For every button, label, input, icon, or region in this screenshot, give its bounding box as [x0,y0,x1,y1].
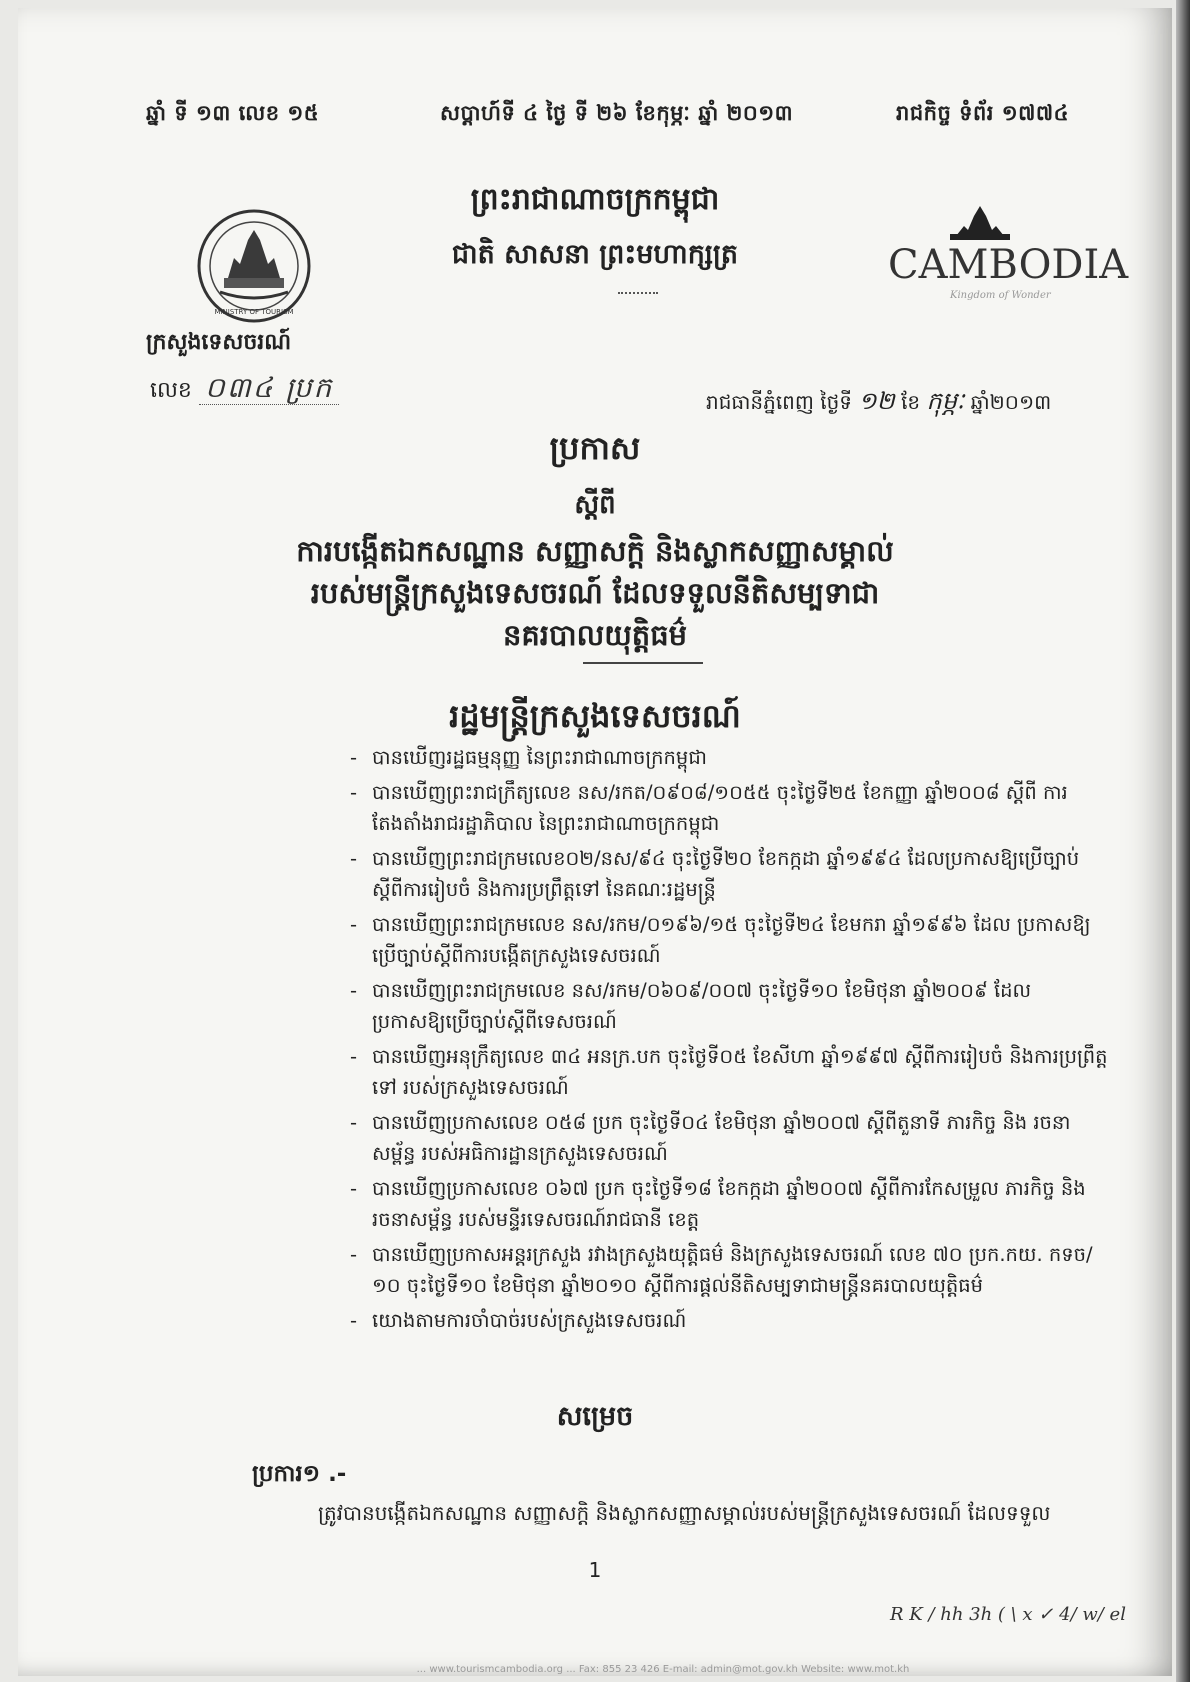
date-line [706,386,1051,421]
reference-item: - បានឃើញព្រះរាជក្រមលេខ នស/រកម/០១៩៦/១៥ ចុះថ្ងៃទី២៤ ខែមករា ឆ្នាំ១៩៩៦ ដែល ប្រកាសឱ្យប្រើច្បាប់ស្តីពីការបង្កើតក្រសួងទេសចរណ៍ [350,913,1091,967]
number-label: លេខ [150,378,192,403]
about-label: ស្តីពី [574,490,616,520]
date-month-label: ខែ [901,390,921,414]
reference-item: - បានឃើញព្រះរាជក្រមលេខ នស/រកម/០៦០៩/០០៧ ចុះថ្ងៃទី១០ ខែមិថុនា ឆ្នាំ២០០៩ ដែល ប្រកាសឱ្យប្រើច្បាប់ស្តីពីទេសចរណ៍ [350,979,1032,1033]
reference-text: បានឃើញព្រះរាជក្រឹត្យលេខ នស/រកត/០៩០៨/១០៥៥ ចុះថ្ងៃទី២៥ ខែកញ្ញា ឆ្នាំ២០០៨ ស្តីពី ការតែងតាំងរាជរដ្ឋាភិបាល នៃព្រះរាជាណាចក្រកម្ពុជា [372,781,1068,835]
article-text: ត្រូវបានបង្កើតឯកសណ្ឋាន សញ្ញាសក្តិ និងស្លាកសញ្ញាសម្គាល់របស់មន្ត្រីក្រសួងទេសចរណ៍ ដែលទទួល [318,1501,1051,1525]
date-year: ឆ្នាំ២០១៣ [970,390,1052,414]
reference-item: - បានឃើញរដ្ឋធម្មនុញ្ញ នៃព្រះរាជាណាចក្រកម្ពុជា [350,746,707,769]
section-divider [583,662,703,664]
document-page [18,8,1172,1676]
reference-item: - បានឃើញព្រះរាជក្រឹត្យលេខ នស/រកត/០៩០៨/១០៥៥ ចុះថ្ងៃទី២៥ ខែកញ្ញា ឆ្នាំ២០០៨ ស្តីពី ការតែងតាំងរាជរដ្ឋាភិបាល នៃព្រះរាជាណាចក្រកម្ពុជា [350,781,1068,835]
kingdom-title: ព្រះរាជាណាចក្រកម្ពុជា [470,182,720,217]
article-label: ប្រការ១ .- [252,1461,347,1487]
date-prefix: រាជធានីភ្នំពេញ ថ្ងៃទី [706,390,853,414]
issuing-ministry: ក្រសួងទេសចរណ៍ [146,330,292,355]
scan-edge-shadow [1176,0,1190,1682]
reference-item: - បានឃើញព្រះរាជក្រមលេខ០២/នស/៩៤ ចុះថ្ងៃទី២០ ខែកក្កដា ឆ្នាំ១៩៩៤ ដែលប្រកាសឱ្យប្រើច្បាប់ ស្តីពីការរៀបចំ និងការប្រព្រឹត្តទៅ នៃគណៈរដ្ឋមន្ត្រី [350,847,1080,901]
handwritten-signature: R K / hh 3h ( \ x ✓ 4/ w/ el [890,1604,1126,1625]
reference-text: បានឃើញប្រកាសលេខ ០៥៨ ប្រក ចុះថ្ងៃទី០៤ ខែមិថុនា ឆ្នាំ២០០៧ ស្តីពីតួនាទី ភារកិច្ច និង រចនាសម្ព័ន្ធ របស់អធិការដ្ឋានក្រសួងទេសចរណ៍ [372,1111,1071,1165]
seal-label: MINISTRY OF TOURISM [214,308,294,316]
ministry-seal [196,208,312,324]
decision-heading: សម្រេច [556,1401,634,1432]
reference-text: បានឃើញព្រះរាជក្រមលេខ០២/នស/៩៤ ចុះថ្ងៃទី២០ ខែកក្កដា ឆ្នាំ១៩៩៤ ដែលប្រកាសឱ្យប្រើច្បាប់ ស្តីពីការរៀបចំ និងការប្រព្រឹត្តទៅ នៃគណៈរដ្ឋមន្ត្រី [372,847,1080,901]
page-number: 1 [588,1558,602,1582]
subject-line-1: ការបង្កើតឯកសណ្ឋាន សញ្ញាសក្តិ និងស្លាកសញ្ញាសម្គាល់ [296,534,894,568]
header-gazette-page: រាជកិច្ច ទំព័រ ១៧៧៤ [896,101,1069,125]
reference-text: បានឃើញប្រកាសអន្តរក្រសួង រវាងក្រសួងយុត្តិធម៌ និងក្រសួងទេសចរណ៍ លេខ ៧០ ប្រក.កយ. កទច/១០ ចុះថ្ងៃទី១០ ខែមិថុនា ឆ្នាំ២០១០ ស្តីពីការផ្តល់នីតិសម្បទាជាមន្ត្រីនគរបាលយុត្តិធម៌ [372,1243,1093,1297]
angkor-wat-icon [956,206,1004,236]
subject-line-3: នគរបាលយុត្តិធម៌ [502,618,688,652]
header-week-date: សប្តាហ៍ទី ៤ ថ្ងៃ ទី ២៦ ខែកុម្ភៈ ឆ្នាំ ២០១៣ [440,101,794,125]
reference-text: បានឃើញប្រកាសលេខ ០៦៧ ប្រក ចុះថ្ងៃទី១៨ ខែកក្កដា ឆ្នាំ២០០៧ ស្តីពីការកែសម្រួល ភារកិច្ច និងរចនាសម្ព័ន្ធ របស់មន្ទីរទេសចរណ៍រាជធានី ខេត្ត [372,1177,1086,1231]
reference-text: យោងតាមការចាំបាច់របស់ក្រសួងទេសចរណ៍ [372,1309,687,1332]
reference-text: បានឃើញព្រះរាជក្រមលេខ នស/រកម/០៦០៩/០០៧ ចុះថ្ងៃទី១០ ខែមិថុនា ឆ្នាំ២០០៩ ដែល ប្រកាសឱ្យប្រើច្បាប់ស្តីពីទេសចរណ៍ [372,979,1032,1033]
reference-item: - បានឃើញប្រកាសអន្តរក្រសួង រវាងក្រសួងយុត្តិធម៌ និងក្រសួងទេសចរណ៍ លេខ ៧០ ប្រក.កយ. កទច/១០ ចុះថ្ងៃទី១០ ខែមិថុនា ឆ្នាំ២០១០ ស្តីពីការផ្តល់នីតិសម្បទាជាមន្ត្រីនគរបាលយុត្តិធម៌ [350,1243,1093,1297]
reference-text: បានឃើញអនុក្រឹត្យលេខ ៣៤ អនក្រ.បក ចុះថ្ងៃទី០៥ ខែសីហា ឆ្នាំ១៩៩៧ ស្តីពីការរៀបចំ និងការប្រព្រឹត្តទៅ របស់ក្រសួងទេសចរណ៍ [372,1045,1108,1099]
cambodia-logo [880,198,1130,308]
logo-text: CAMBODIA [888,242,1129,288]
reference-text: បានឃើញរដ្ឋធម្មនុញ្ញ នៃព្រះរាជាណាចក្រកម្ពុជា [372,746,707,769]
minister-title: រដ្ឋមន្ត្រីក្រសួងទេសចរណ៍ [449,697,741,735]
footer-contact: ... www.tourismcambodia.org ... Fax: 855 23 426 E-mail: admin@mot.gov.kh Website: www.mot.kh [416,1664,910,1675]
number-value: ០៣៤ ប្រក [199,371,339,405]
date-day: ១២ [858,387,895,415]
reference-item: - បានឃើញប្រកាសលេខ ០៦៧ ប្រក ចុះថ្ងៃទី១៨ ខែកក្កដា ឆ្នាំ២០០៧ ស្តីពីការកែសម្រួល ភារកិច្ច និងរចនាសម្ព័ន្ធ របស់មន្ទីរទេសចរណ៍រាជធានី ខេត្ត [350,1177,1086,1231]
reference-item: - បានឃើញប្រកាសលេខ ០៥៨ ប្រក ចុះថ្ងៃទី០៤ ខែមិថុនា ឆ្នាំ២០០៧ ស្តីពីតួនាទី ភារកិច្ច និង រចនាសម្ព័ន្ធ របស់អធិការដ្ឋានក្រសួងទេសចរណ៍ [350,1111,1071,1165]
temple-icon [228,230,280,278]
header-year-issue: ឆ្នាំ ទី ១៣ លេខ ១៥ [146,101,320,125]
reference-item: - បានឃើញអនុក្រឹត្យលេខ ៣៤ អនក្រ.បក ចុះថ្ងៃទី០៥ ខែសីហា ឆ្នាំ១៩៩៧ ស្តីពីការរៀបចំ និងការប្រព្រឹត្តទៅ របស់ក្រសួងទេសចរណ៍ [350,1045,1108,1099]
national-motto: ជាតិ សាសនា ព្រះមហាក្សត្រ [451,239,739,270]
subject-line-2: របស់មន្ត្រីក្រសួងទេសចរណ៍ ដែលទទួលនីតិសម្បទាជា [310,576,880,610]
reference-text: បានឃើញព្រះរាជក្រមលេខ នស/រកម/០១៩៦/១៥ ចុះថ្ងៃទី២៤ ខែមករា ឆ្នាំ១៩៩៦ ដែល ប្រកាសឱ្យប្រើច្បាប់ស្តីពីការបង្កើតក្រសួងទេសចរណ៍ [372,913,1091,967]
ornament-divider [618,292,658,294]
date-month: កុម្ភៈ [926,387,965,415]
logo-tagline: Kingdom of Wonder [950,290,1051,301]
references-list [350,742,1110,1340]
document-number [150,370,339,411]
document-type-title: ប្រកាស [549,429,641,467]
reference-item: - យោងតាមការចាំបាច់របស់ក្រសួងទេសចរណ៍ [350,1309,687,1332]
